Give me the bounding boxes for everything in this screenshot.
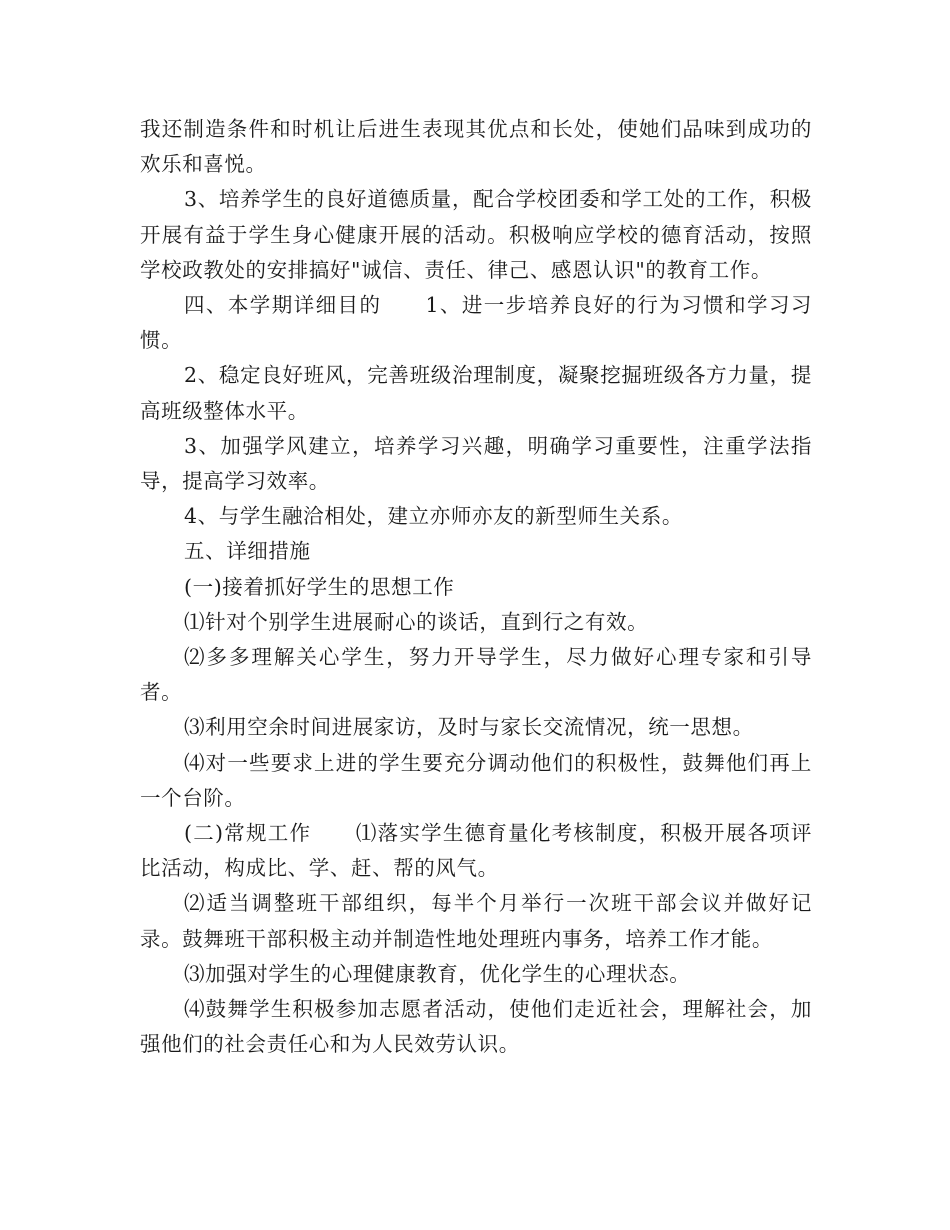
routine-item-2: ⑵适当调整班干部组织，每半个月举行一次班干部会议并做好记录。鼓舞班干部积极主动并制造性地处理班内事务，培养工作才能。 <box>140 891 812 951</box>
goal-item-2: 2、稳定良好班风，完善班级治理制度，凝聚挖掘班级各方力量，提高班级整体水平。 <box>140 363 812 423</box>
paragraph-semester-goals <box>140 288 812 358</box>
document-body <box>140 112 812 1062</box>
goal-item-3: 3、加强学风建立，培养学习兴趣，明确学习重要性，注重学法指导，提高学习效率。 <box>140 433 812 494</box>
measure-item-3: ⑶利用空余时间进展家访，及时与家长交流情况，统一思想。 <box>184 715 754 740</box>
paragraph-continuation: 我还制造条件和时机让后进生表现其优点和长处，使她们品味到成功的欢乐和喜悦。 <box>140 117 812 177</box>
routine-item-4: ⑷鼓舞学生积极参加志愿者活动，使他们走近社会，理解社会，加强他们的社会责任心和为人民效劳认识。 <box>140 997 812 1057</box>
measure-item-2: ⑵多多理解关心学生，努力开导学生，尽力做好心理专家和引导者。 <box>140 645 812 705</box>
subsection-heading-routine: (二)常规工作 <box>184 821 312 846</box>
paragraph-moral-education: 3、培养学生的良好道德质量，配合学校团委和学工处的工作，积极开展有益于学生身心健康开展的活动。积极响应学校的德育活动，按照学校政教处的安排搞好"诚信、责任、律己、感恩认识"的教育工作。 <box>140 187 812 282</box>
subsection-heading-thought-work: (一)接着抓好学生的思想工作 <box>184 574 455 599</box>
routine-item-1: ⑴落实学生德育量化考核制度，积极开展各项评比活动，构成比、学、赶、帮的风气。 <box>140 821 812 881</box>
paragraph-routine-work <box>140 816 812 886</box>
goal-item-4: 4、与学生融洽相处，建立亦师亦友的新型师生关系。 <box>184 504 683 529</box>
section-heading-measures: 五、详细措施 <box>184 539 311 564</box>
measure-item-1: ⑴针对个别学生进展耐心的谈话，直到行之有效。 <box>184 609 649 634</box>
routine-item-3: ⑶加强对学生的心理健康教育，优化学生的心理状态。 <box>184 961 691 986</box>
section-heading-goals: 四、本学期详细目的 <box>184 293 382 318</box>
goal-item-1: 1、进一步培养良好的行为习惯和学习习惯。 <box>140 293 813 353</box>
measure-item-4: ⑷对一些要求上进的学生要充分调动他们的积极性，鼓舞他们再上一个台阶。 <box>140 750 812 810</box>
